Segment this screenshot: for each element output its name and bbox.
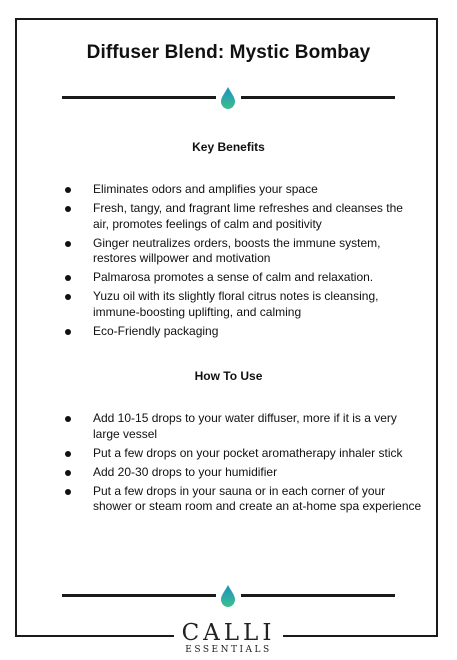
bullet-icon [65,275,71,281]
list-item: Ginger neutralizes orders, boosts the immune system, restores willpower and motivation [62,236,422,267]
brand-logo [0,621,457,655]
key-benefits-list [62,182,422,343]
water-drop-icon [218,86,238,110]
bullet-icon [65,489,71,495]
list-item: Add 10-15 drops to your water diffuser, more if it is a very large vessel [62,411,422,442]
list-item: Palmarosa promotes a sense of calm and relaxation. [62,270,422,286]
brand-tagline: ESSENTIALS [185,645,272,655]
top-divider [62,86,395,110]
bullet-icon [65,187,71,193]
list-item: Put a few drops on your pocket aromatherapy inhaler stick [62,446,422,462]
bullet-icon [65,241,71,247]
divider-line-left [62,594,216,597]
list-item: Put a few drops in your sauna or in each corner of your shower or steam room and create an at-home spa experience [62,484,422,515]
list-item: Eco-Friendly packaging [62,324,422,340]
bullet-icon [65,416,71,422]
bullet-icon [65,206,71,212]
divider-line-right [241,96,395,99]
divider-line-right [241,594,395,597]
water-drop-icon [218,584,238,608]
how-to-use-list [62,411,422,518]
list-item: Add 20-30 drops to your humidifier [62,465,422,481]
list-item: Eliminates odors and amplifies your space [62,182,422,198]
bullet-icon [65,470,71,476]
bullet-icon [65,329,71,335]
divider-line-left [62,96,216,99]
bottom-divider [62,584,395,608]
brand-name: CALLI [174,621,284,645]
document-title: Diffuser Blend: Mystic Bombay [86,42,371,63]
list-item: Fresh, tangy, and fragrant lime refreshes and cleanses the air, promotes feelings of calm and positivity [62,201,422,232]
bullet-icon [65,451,71,457]
key-benefits-heading: Key Benefits [192,140,265,154]
list-item: Yuzu oil with its slightly floral citrus notes is cleansing, immune-boosting uplifting, and calming [62,289,422,320]
how-to-use-heading: How To Use [194,369,263,383]
bullet-icon [65,294,71,300]
